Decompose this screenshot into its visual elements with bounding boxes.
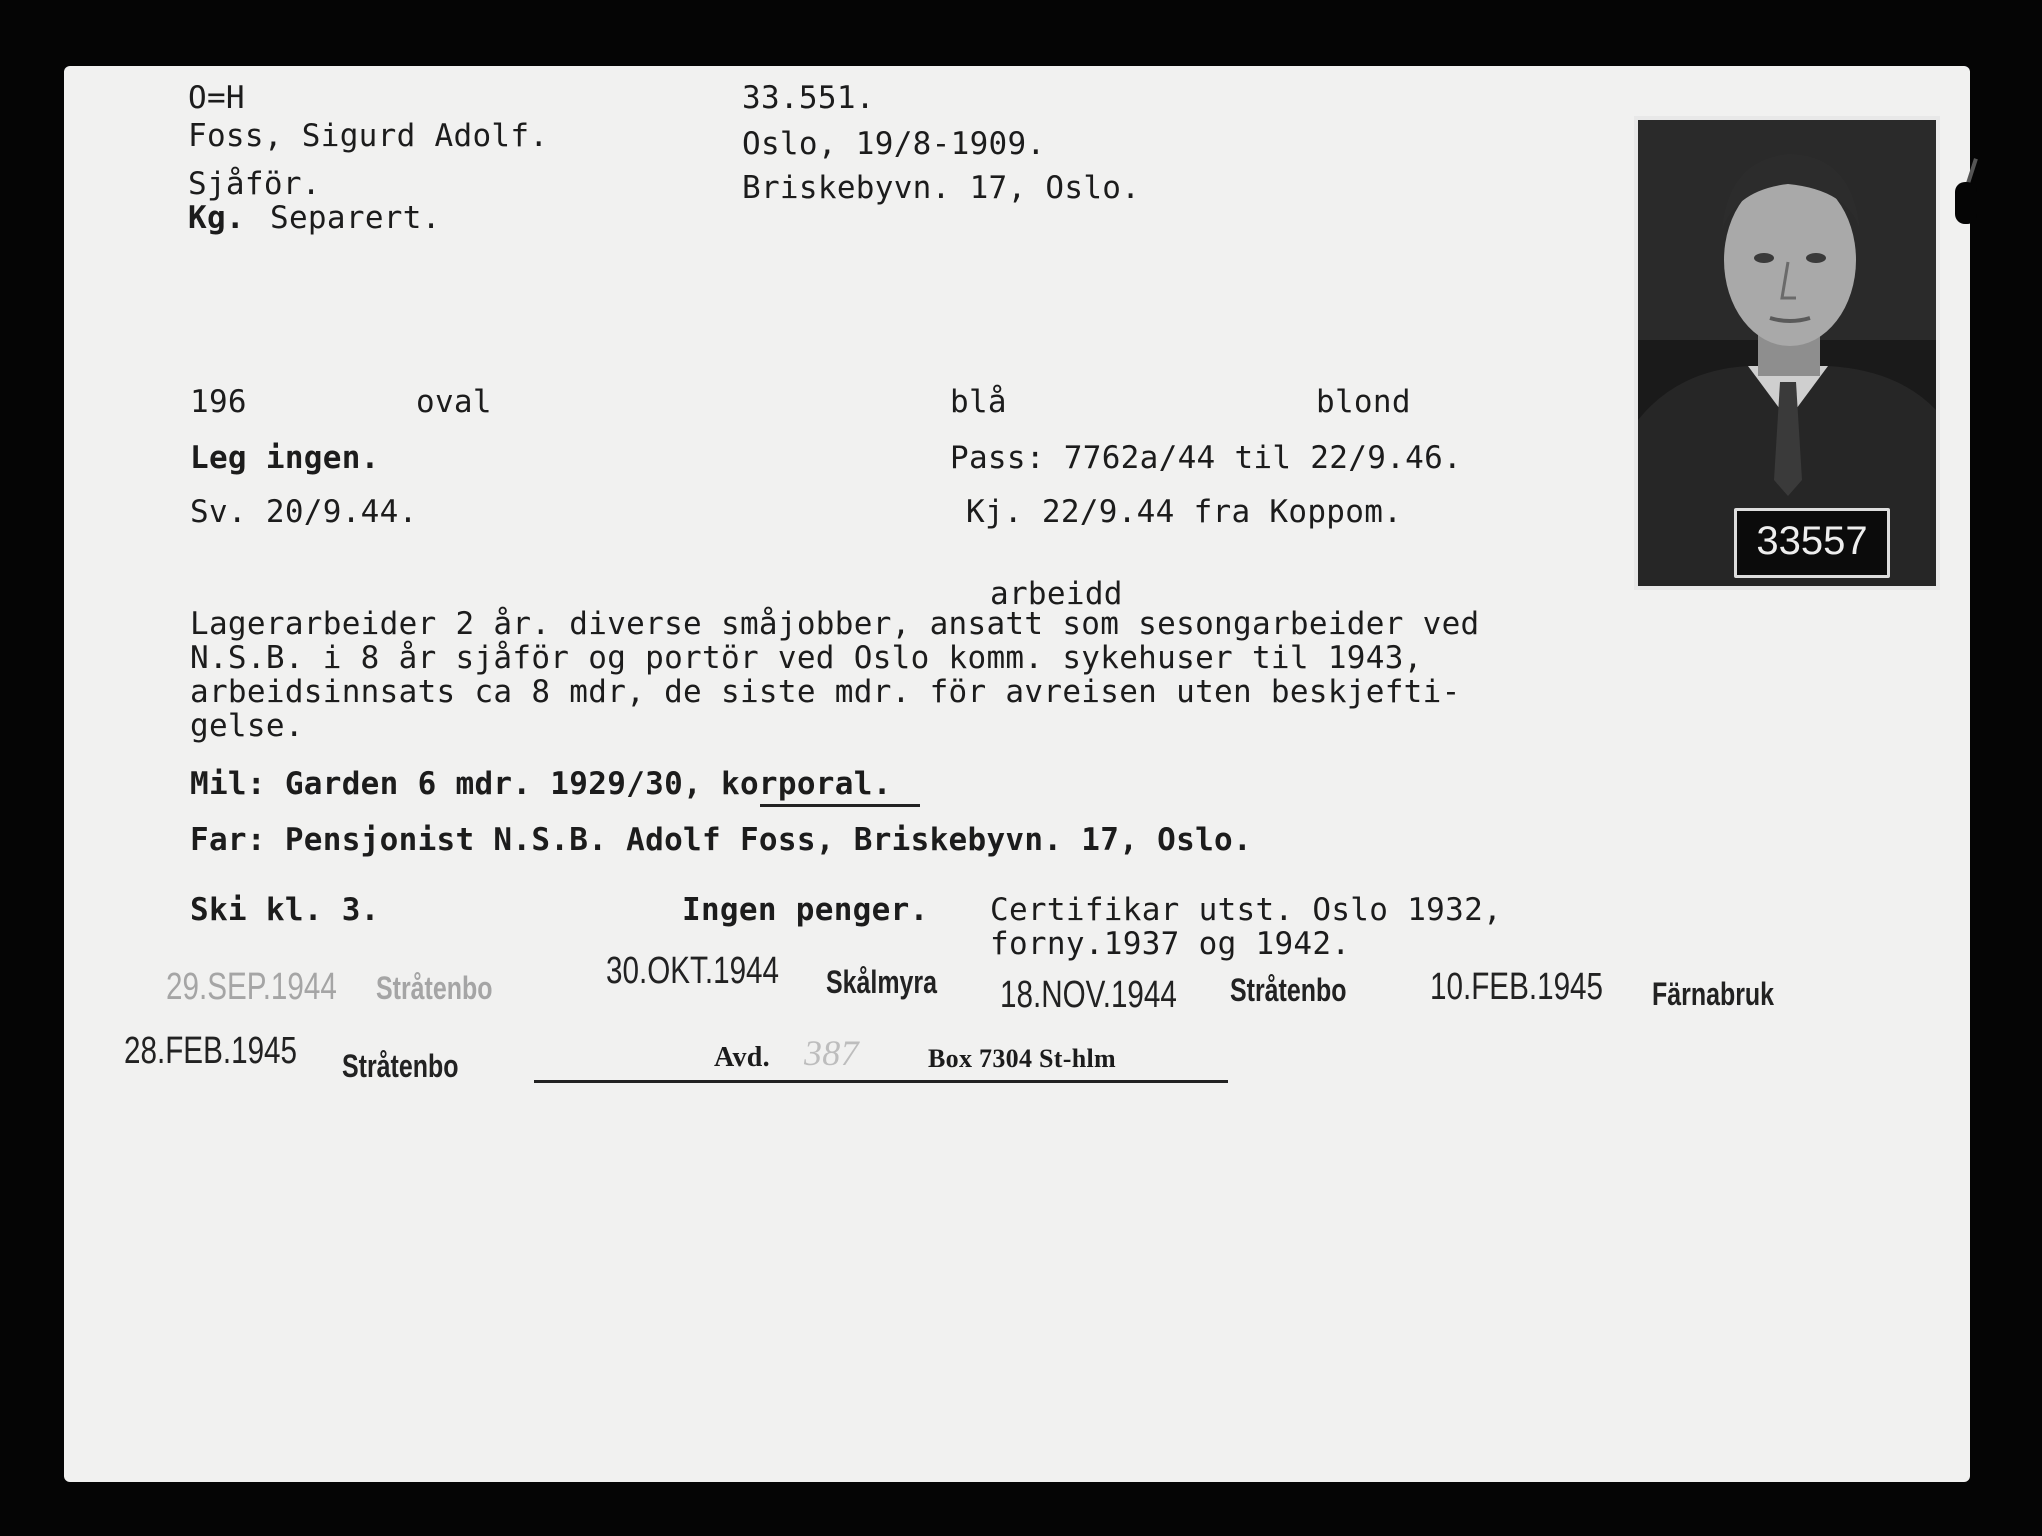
status-prefix: Kg. (188, 200, 245, 236)
eye-color: blå (950, 384, 1007, 420)
occupation: Sjåför. (188, 166, 321, 202)
stamp-place: Stråtenbo (1230, 972, 1347, 1008)
edge-mark (1955, 182, 1977, 224)
stamp-place: Stråtenbo (376, 970, 493, 1006)
sv-date: Sv. 20/9.44. (190, 494, 418, 530)
license-line-1: Certifikar utst. Oslo 1932, (990, 892, 1503, 928)
avd-label: Avd. (714, 1042, 770, 1073)
id-plate: 33557 (1734, 508, 1890, 578)
box-address: Box 7304 St-hlm (928, 1044, 1116, 1073)
stamp-date: 28.FEB.1945 (124, 1030, 298, 1072)
father-info: Far: Pensjonist N.S.B. Adolf Foss, Briskebyvn. 17, Oslo. (190, 822, 1252, 858)
marital-status: Separert. (270, 200, 441, 236)
work-line-1: Lagerarbeider 2 år. diverse småjobber, ansatt som sesongarbeider ved (190, 606, 1480, 642)
height: 196 (190, 384, 247, 420)
stamp-date: 29.SEP.1944 (166, 966, 337, 1008)
money-note: Ingen penger. (682, 892, 929, 928)
avd-value: 387 (804, 1033, 859, 1073)
stamp-date: 10.FEB.1945 (1430, 966, 1604, 1008)
stamp-place: Stråtenbo (342, 1048, 459, 1084)
military-service: Mil: Garden 6 mdr. 1929/30, korporal. (190, 766, 892, 802)
korporal-underline (760, 804, 920, 807)
registration-number: 33.551. (742, 80, 875, 116)
person-name: Foss, Sigurd Adolf. (188, 118, 549, 154)
address: Briskebyvn. 17, Oslo. (742, 170, 1141, 206)
hair-color: blond (1316, 384, 1411, 420)
license-line-2: forny.1937 og 1942. (990, 926, 1351, 962)
footer-underline (534, 1080, 1228, 1083)
passport: Pass: 7762a/44 til 22/9.46. (950, 440, 1463, 476)
code: O=H (188, 80, 245, 116)
stamp-place: Skålmyra (826, 964, 938, 1000)
stamp-date: 18.NOV.1944 (1000, 974, 1177, 1016)
work-line-3: arbeidsinnsats ca 8 mdr, de siste mdr. för avreisen uten beskjefti- (190, 674, 1461, 710)
ski-class: Ski kl. 3. (190, 892, 380, 928)
stamp-date: 30.OKT.1944 (606, 950, 780, 992)
birth-info: Oslo, 19/8-1909. (742, 126, 1046, 162)
face-shape: oval (416, 384, 492, 420)
work-insertion: arbeidd (990, 576, 1123, 612)
work-line-2: N.S.B. i 8 år sjåför og portör ved Oslo komm. sykehuser til 1943, (190, 640, 1423, 676)
portrait-photo (1634, 116, 1940, 590)
work-line-4: gelse. (190, 708, 304, 744)
stamp-place: Färnabruk (1652, 976, 1775, 1012)
legitimation: Leg ingen. (190, 440, 380, 476)
kj-entry: Kj. 22/9.44 fra Koppom. (966, 494, 1403, 530)
